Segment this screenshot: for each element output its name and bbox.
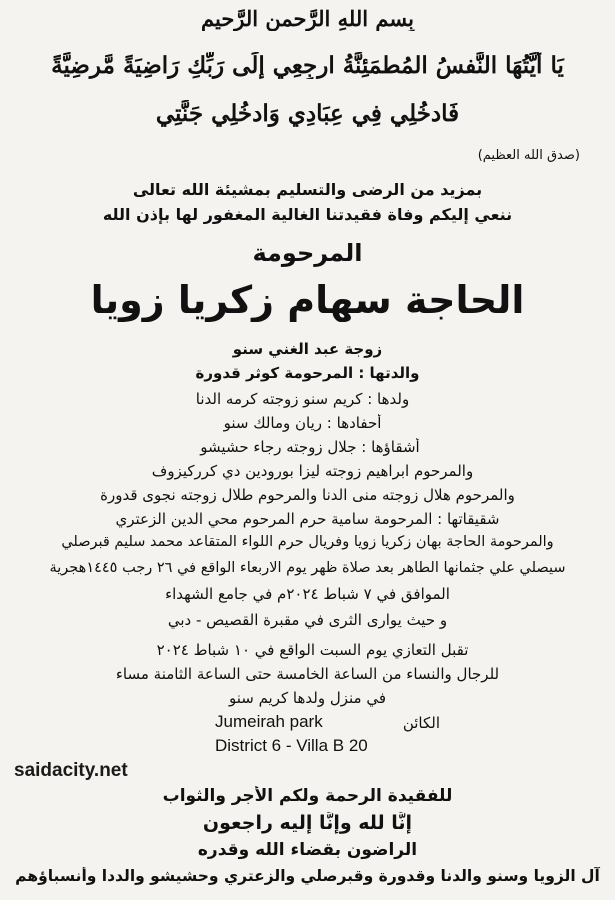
relative-brothers-2: والمرحوم ابراهيم زوجته ليزا بورودين دي كرركيزوف [151, 462, 474, 480]
funeral-date-line: الموافق في ٧ شباط ٢٠٢٤م في جامع الشهداء [165, 585, 450, 603]
relative-brothers-1: أشقاؤها : جلال زوجته رجاء حشيشو [200, 438, 420, 456]
deceased-name: الحاجة سهام زكريا زويا [90, 278, 525, 322]
closing-inna-lillah: إنَّا لله وإنَّا إليه راجعون [202, 812, 413, 834]
deceased-prefix: المرحومة [252, 239, 363, 267]
relative-son: ولدها : كريم سنو زوجته كرمه الدنا [195, 390, 410, 408]
address-line-1: Jumeirah park [215, 712, 323, 731]
site-watermark: saidacity.net [14, 760, 128, 781]
sadaq-allah-note: (صدق الله العظيم) [477, 148, 580, 163]
condolence-date: تقبل التعازي يوم السبت الواقع في ١٠ شباط ٢٠٢٤ [156, 641, 469, 659]
relative-brothers-3: والمرحوم هلال زوجته منى الدنا والمرحوم طلال زوجته نجوى قدورة [100, 486, 515, 504]
quran-verse-line-1: يَا أَيَّتُهَا النَّفسُ المُطمَئِنَّةُ ارجِعِي إِلَى رَبِّكِ رَاضِيَةً مَّرضِيَّةً [51, 52, 564, 79]
burial-line: و حيث يوارى الثرى في مقبرة القصيص - دبي [167, 611, 448, 629]
condolence-house: في منزل ولدها كريم سنو [228, 689, 387, 707]
closing-mercy: للفقيدة الرحمة ولكم الأجر والثواب [162, 786, 453, 806]
relative-sisters-1: شقيقاتها : المرحومة سامية حرم المرحوم محي الدين الزعتري [115, 510, 500, 528]
closing-content: الراضون بقضاء الله وقدره [197, 840, 418, 860]
quran-verse-line-2: فَادخُلِي فِي عِبَادِي وَادخُلِي جَنَّتِي [155, 100, 460, 127]
relative-mother: والدتها : المرحومة كوثر قدورة [195, 364, 420, 382]
address-line-2: District 6 - Villa B 20 [215, 736, 368, 755]
intro-line-2: ننعي إليكم وفاة فقيدتنا الغالية المغفور لها بإذن الله [102, 205, 513, 224]
basmala: بِسمِ اللهِ الرَّحمنِ الرَّحيم [201, 6, 414, 31]
condolence-hours: للرجال والنساء من الساعة الخامسة حتى الساعة الثامنة مساء [115, 665, 500, 683]
intro-line-1: بمزيد من الرضى والتسليم بمشيئة الله تعالى [132, 180, 483, 199]
closing-families: آل الزويا وسنو والدنا وقدورة وقبرصلي والزعتري وحشيشو والددا وأنسباؤهم [15, 867, 600, 885]
relative-grandchildren: أحفادها : ريان ومالك سنو [223, 414, 382, 432]
relative-sisters-2: والمرحومة الحاجة بهان زكريا زويا وفريال حرم اللواء المتقاعد محمد سليم قبرصلي [61, 534, 554, 550]
condolence-located: الكائن [402, 714, 440, 732]
funeral-prayer-line: سيصلي علي جثمانها الطاهر بعد صلاة ظهر يوم الاربعاء الواقع في ٢٦ رجب ١٤٤٥هجرية [49, 560, 566, 576]
relative-husband: زوجة عبد الغني سنو [232, 340, 383, 358]
